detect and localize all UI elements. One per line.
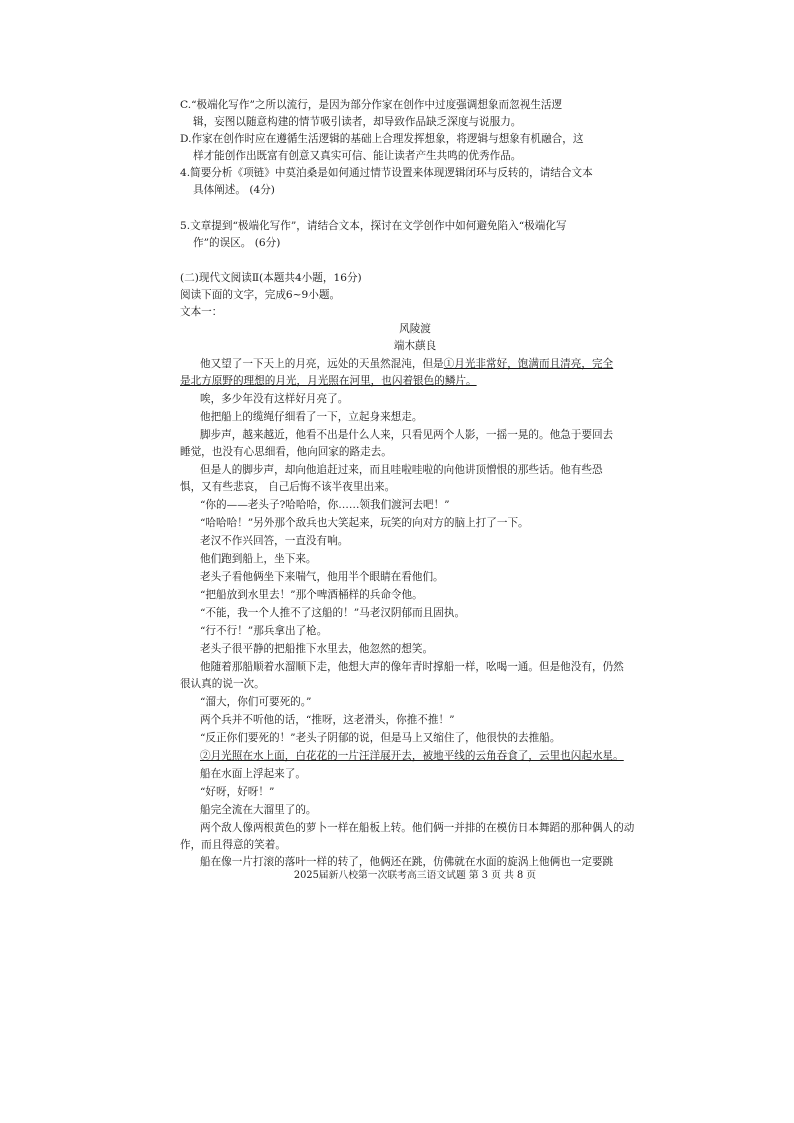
paragraph-10: 老头子看他俩坐下来喘气，他用半个眼睛在看他们。 — [200, 571, 444, 583]
paragraph-14: 老头子很平静的把船推下水里去，他忽然的想笑。 — [200, 643, 434, 655]
paragraph-21: “好呀，好呀！” — [200, 786, 275, 798]
paragraph-1-plain: 他又望了一下天上的月亮，远处的天虽然混沌，但是 — [200, 358, 444, 370]
paragraph-8: 老汉不作兴回答，一直没有响。 — [200, 535, 349, 547]
underlined-sentence-1: ①月光非常好，饱满而且清亮，完全 — [443, 358, 614, 370]
option-c-line-1: C.“极端化写作”之所以流行，是因为部分作家在创作中过度强调想象而忽视生活逻 — [180, 99, 563, 111]
paragraph-3: 他把船上的缆绳仔细看了一下，立起身来想走。 — [200, 411, 423, 423]
paragraph-18: “反正你们要死的！”老头子阴郁的说，但是马上又缩住了，他很快的去推船。 — [200, 732, 561, 744]
paragraph-22: 船完全流在大溜里了的。 — [200, 804, 317, 816]
story-title: 风陵渡 — [399, 323, 431, 335]
story-author: 端木蕻良 — [393, 340, 437, 352]
section-instruction: 阅读下面的文字，完成6~9小题。 — [180, 289, 341, 301]
paragraph-4-line-2: 睡觉，也没有心思细看，他向回家的路走去。 — [180, 446, 392, 458]
paragraph-23-line-1: 两个敌人像两根黄色的萝卜一样在船板上转。他们俩一并排的在模仿日本舞蹈的那种偶人的动 — [200, 822, 635, 834]
question-4-line-1: 4.简要分析《项链》中莫泊桑是如何通过情节设置来体现逻辑闭环与反转的，请结合文本 — [180, 167, 593, 179]
question-5-line-1: 5.文章提到“极端化写作”，请结合文本，探讨在文学创作中如何避免陷入“极端化写 — [180, 220, 567, 232]
paragraph-5-line-1: 但是人的脚步声，却向他追赶过来，而且哇啦哇啦的向他讲顶憎恨的那些话。他有些恐 — [200, 464, 603, 476]
option-d-line-1: D.作家在创作时应在遵循生活逻辑的基础上合理发挥想象，将逻辑与想象有机融合，这 — [180, 133, 584, 145]
paragraph-11: “把船放到水里去！”那个啤酒桶样的兵命令他。 — [200, 589, 423, 601]
underlined-sentence-1-cont: 是北方原野的理想的月光，月光照在河里，也闪着银色的鳞片。 — [180, 375, 477, 387]
section-heading: (二)现代文阅读Ⅱ(本题共4小题，16分) — [180, 272, 362, 284]
paragraph-19 — [180, 748, 670, 765]
text-label: 文本一： — [180, 306, 223, 318]
underlined-sentence-2: ②月光照在水上面，白花花的一片汪洋展开去，被地平线的云角吞食了，云里也闪起水星。 — [200, 750, 624, 762]
paragraph-17: 两个兵并不听他的话，“推呀，这老滑头，你推不推！” — [200, 714, 455, 726]
paragraph-23-line-2: 作，而且得意的笑着。 — [180, 839, 286, 851]
paragraph-2: 唉，多少年没有这样好月亮了。 — [200, 393, 349, 405]
paragraph-12: “不能，我一个人推不了这船的！”马老汉阴郁而且固执。 — [200, 607, 466, 619]
paragraph-5-line-2: 惧，又有些悲哀， 自己后悔不该半夜里出来。 — [180, 481, 396, 493]
question-4-line-2: 具体阐述。 (4分) — [193, 184, 275, 196]
paragraph-16: “溜大，你们可要死的。” — [200, 696, 312, 708]
option-d-line-2: 样才能创作出既富有创意又真实可信、能让读者产生共鸣的优秀作品。 — [193, 150, 522, 162]
paragraph-4-line-1: 脚步声，越来越近，他看不出是什么人来，只看见两个人影，一摇一晃的。他急于要回去 — [200, 429, 614, 441]
page-footer: 2025届新八校第一次联考高三语文试题 第 3 页 共 8 页 — [293, 870, 537, 881]
paragraph-15-line-2: 很认真的说一次。 — [180, 678, 265, 690]
paragraph-20: 船在水面上浮起来了。 — [200, 768, 306, 780]
paragraph-24: 船在像一片打滚的落叶一样的转了，他俩还在跳，仿佛就在水面的旋涡上他俩也一定要跳 — [200, 856, 614, 868]
paragraph-1-line-1 — [180, 356, 670, 373]
paragraph-7: “哈哈哈！”另外那个敌兵也大笑起来，玩笑的向对方的脑上打了一下。 — [200, 517, 529, 529]
paragraph-6: “你的——老头子?哈哈哈，你……领我们渡河去吧！” — [200, 499, 450, 511]
paragraph-9: 他们跑到船上，坐下来。 — [200, 553, 317, 565]
question-5-line-2: 作”的误区。 (6分) — [193, 237, 281, 249]
paragraph-1-line-2 — [180, 373, 650, 390]
paragraph-13: “行不行！”那兵拿出了枪。 — [200, 625, 328, 637]
paragraph-15-line-1: 他随着那船顺着水溜顺下走，他想大声的像年青时撑船一样，吆喝一通。但是他没有，仍然 — [200, 661, 624, 673]
option-c-line-2: 辑，妄图以随意构建的情节吸引读者，却导致作品缺乏深度与说服力。 — [193, 116, 522, 128]
